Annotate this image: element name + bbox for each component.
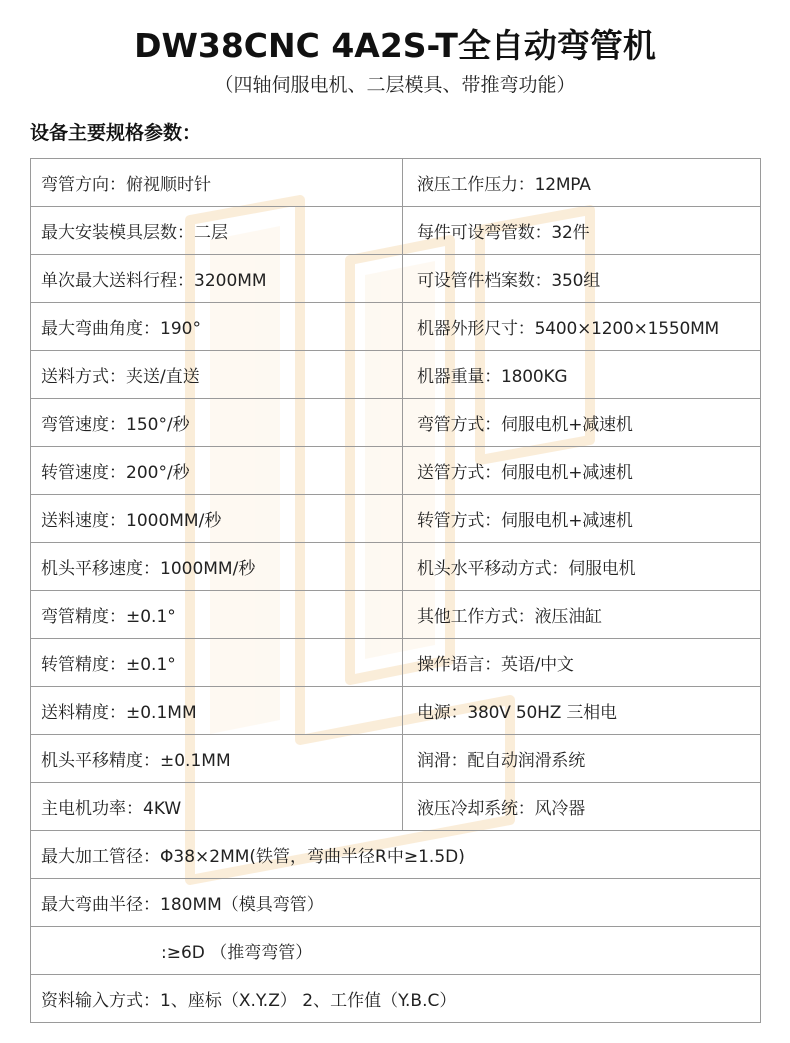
table-row [31,207,761,255]
spec-cell: 每件可设弯管数：32件 [403,207,761,255]
table-row [31,543,761,591]
spec-table [30,158,761,1023]
table-row [31,687,761,735]
spec-cell-full: 最大弯曲半径：180MM（模具弯管） [31,879,761,927]
table-row [31,447,761,495]
spec-cell: 机器外形尺寸：5400×1200×1550MM [403,303,761,351]
table-row [31,639,761,687]
spec-cell: 转管方式：伺服电机+减速机 [403,495,761,543]
page-title: DW38CNC 4A2S-T全自动弯管机 [134,26,656,65]
spec-cell: 转管精度：±0.1° [31,639,403,687]
table-row-full [31,975,761,1023]
spec-cell: 主电机功率：4KW [31,783,403,831]
table-row [31,735,761,783]
spec-cell: 可设管件档案数：350组 [403,255,761,303]
spec-cell: 最大安装模具层数：二层 [31,207,403,255]
spec-cell-full: :≥6D （推弯弯管） [31,927,761,975]
table-row-full [31,879,761,927]
spec-cell-full: 资料输入方式：1、座标（X.Y.Z） 2、工作值（Y.B.C） [31,975,761,1023]
spec-cell: 单次最大送料行程：3200MM [31,255,403,303]
spec-cell: 转管速度：200°/秒 [31,447,403,495]
spec-cell: 弯管精度：±0.1° [31,591,403,639]
spec-cell: 弯管方式：伺服电机+减速机 [403,399,761,447]
spec-cell: 送料精度：±0.1MM [31,687,403,735]
spec-cell: 机头平移速度：1000MM/秒 [31,543,403,591]
spec-cell: 送料方式：夹送/直送 [31,351,403,399]
page-subtitle: （四轴伺服电机、二层模具、带推弯功能） [214,74,576,96]
table-row [31,303,761,351]
table-row [31,399,761,447]
spec-cell: 液压冷却系统：风冷器 [403,783,761,831]
table-row-full [31,831,761,879]
spec-cell: 弯管速度：150°/秒 [31,399,403,447]
spec-cell: 弯管方向：俯视顺时针 [31,159,403,207]
table-row-full [31,927,761,975]
section-heading: 设备主要规格参数： [30,122,202,144]
table-row [31,591,761,639]
spec-cell: 机器重量：1800KG [403,351,761,399]
spec-cell-full: 最大加工管径：Φ38×2MM(铁管，弯曲半径R中≥1.5D) [31,831,761,879]
table-row [31,351,761,399]
spec-cell: 液压工作压力：12MPA [403,159,761,207]
spec-cell: 润滑：配自动润滑系统 [403,735,761,783]
spec-cell: 机头平移精度：±0.1MM [31,735,403,783]
spec-cell: 机头水平移动方式：伺服电机 [403,543,761,591]
spec-cell: 送料速度：1000MM/秒 [31,495,403,543]
spec-cell: 电源：380V 50HZ 三相电 [403,687,761,735]
spec-cell: 送管方式：伺服电机+减速机 [403,447,761,495]
table-row [31,783,761,831]
table-row [31,255,761,303]
spec-cell: 最大弯曲角度：190° [31,303,403,351]
spec-cell: 其他工作方式：液压油缸 [403,591,761,639]
spec-cell: 操作语言：英语/中文 [403,639,761,687]
table-row [31,159,761,207]
table-row [31,495,761,543]
